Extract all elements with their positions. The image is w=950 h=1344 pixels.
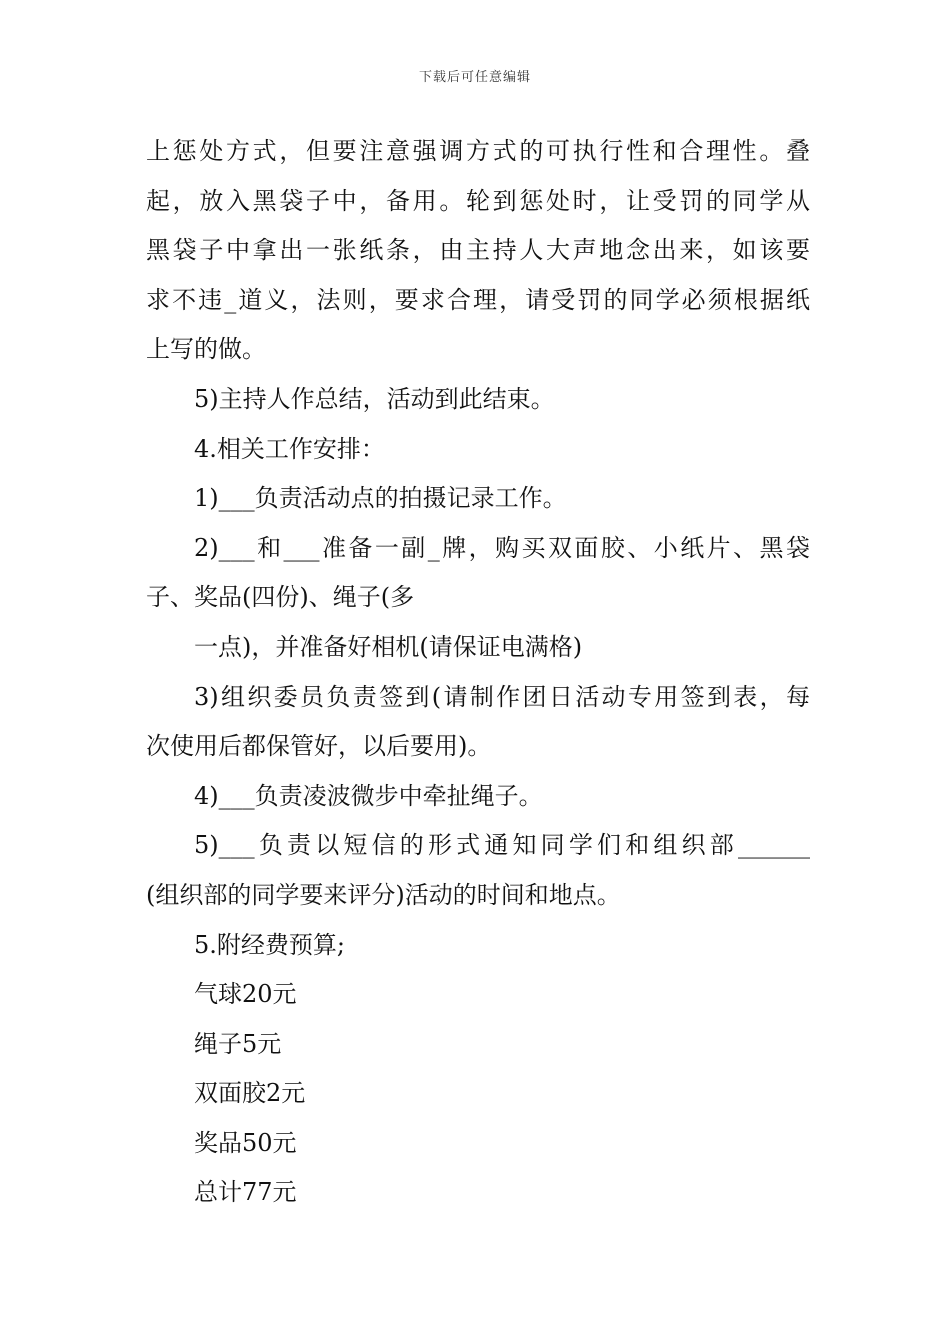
paragraph-line: 上惩处方式，但要注意强调方式的可执行性和合理性。叠 xyxy=(146,137,810,165)
paragraph-line: 总计77元 xyxy=(194,1178,297,1207)
paragraph-line: 次使用后都保管好，以后要用)。 xyxy=(146,732,492,761)
paragraph-line: 绳子5元 xyxy=(194,1029,282,1058)
paragraph-line: 4.相关工作安排： xyxy=(194,434,385,463)
paragraph-line: 上写的做。 xyxy=(146,335,266,364)
paragraph-line: 起，放入黑袋子中，备用。轮到惩处时，让受罚的同学从 xyxy=(146,186,810,215)
document-body xyxy=(146,127,810,1218)
paragraph-line: 3)组织委员负责签到(请制作团日活动专用签到表，每 xyxy=(194,682,810,711)
paragraph-line: 一点)，并准备好相机(请保证电满格) xyxy=(194,632,583,661)
paragraph-line: 4)___负责凌波微步中牵扯绳子。 xyxy=(194,781,543,810)
paragraph-line: 5.附经费预算; xyxy=(194,930,345,959)
paragraph-line: (组织部的同学要来评分)活动的时间和地点。 xyxy=(146,880,621,909)
page-header: 下载后可任意编辑 xyxy=(418,70,531,85)
paragraph-line: 5)___负责以短信的形式通知同学们和组织部______ xyxy=(194,831,810,860)
paragraph-line: 5)主持人作总结，活动到此结束。 xyxy=(194,384,555,413)
paragraph-line: 气球20元 xyxy=(194,980,297,1009)
paragraph-line: 奖品50元 xyxy=(194,1128,297,1157)
paragraph-line: 双面胶2元 xyxy=(194,1079,306,1108)
paragraph-line: 子、奖品(四份)、绳子(多 xyxy=(146,583,415,612)
paragraph-line: 黑袋子中拿出一张纸条，由主持人大声地念出来，如该要 xyxy=(146,236,810,265)
paragraph-line: 1)___负责活动点的拍摄记录工作。 xyxy=(194,484,567,513)
paragraph-line: 2)___和___准备一副_牌，购买双面胶、小纸片、黑袋 xyxy=(194,533,810,562)
paragraph-line: 求不违_道义，法则，要求合理，请受罚的同学必须根据纸 xyxy=(146,285,810,314)
